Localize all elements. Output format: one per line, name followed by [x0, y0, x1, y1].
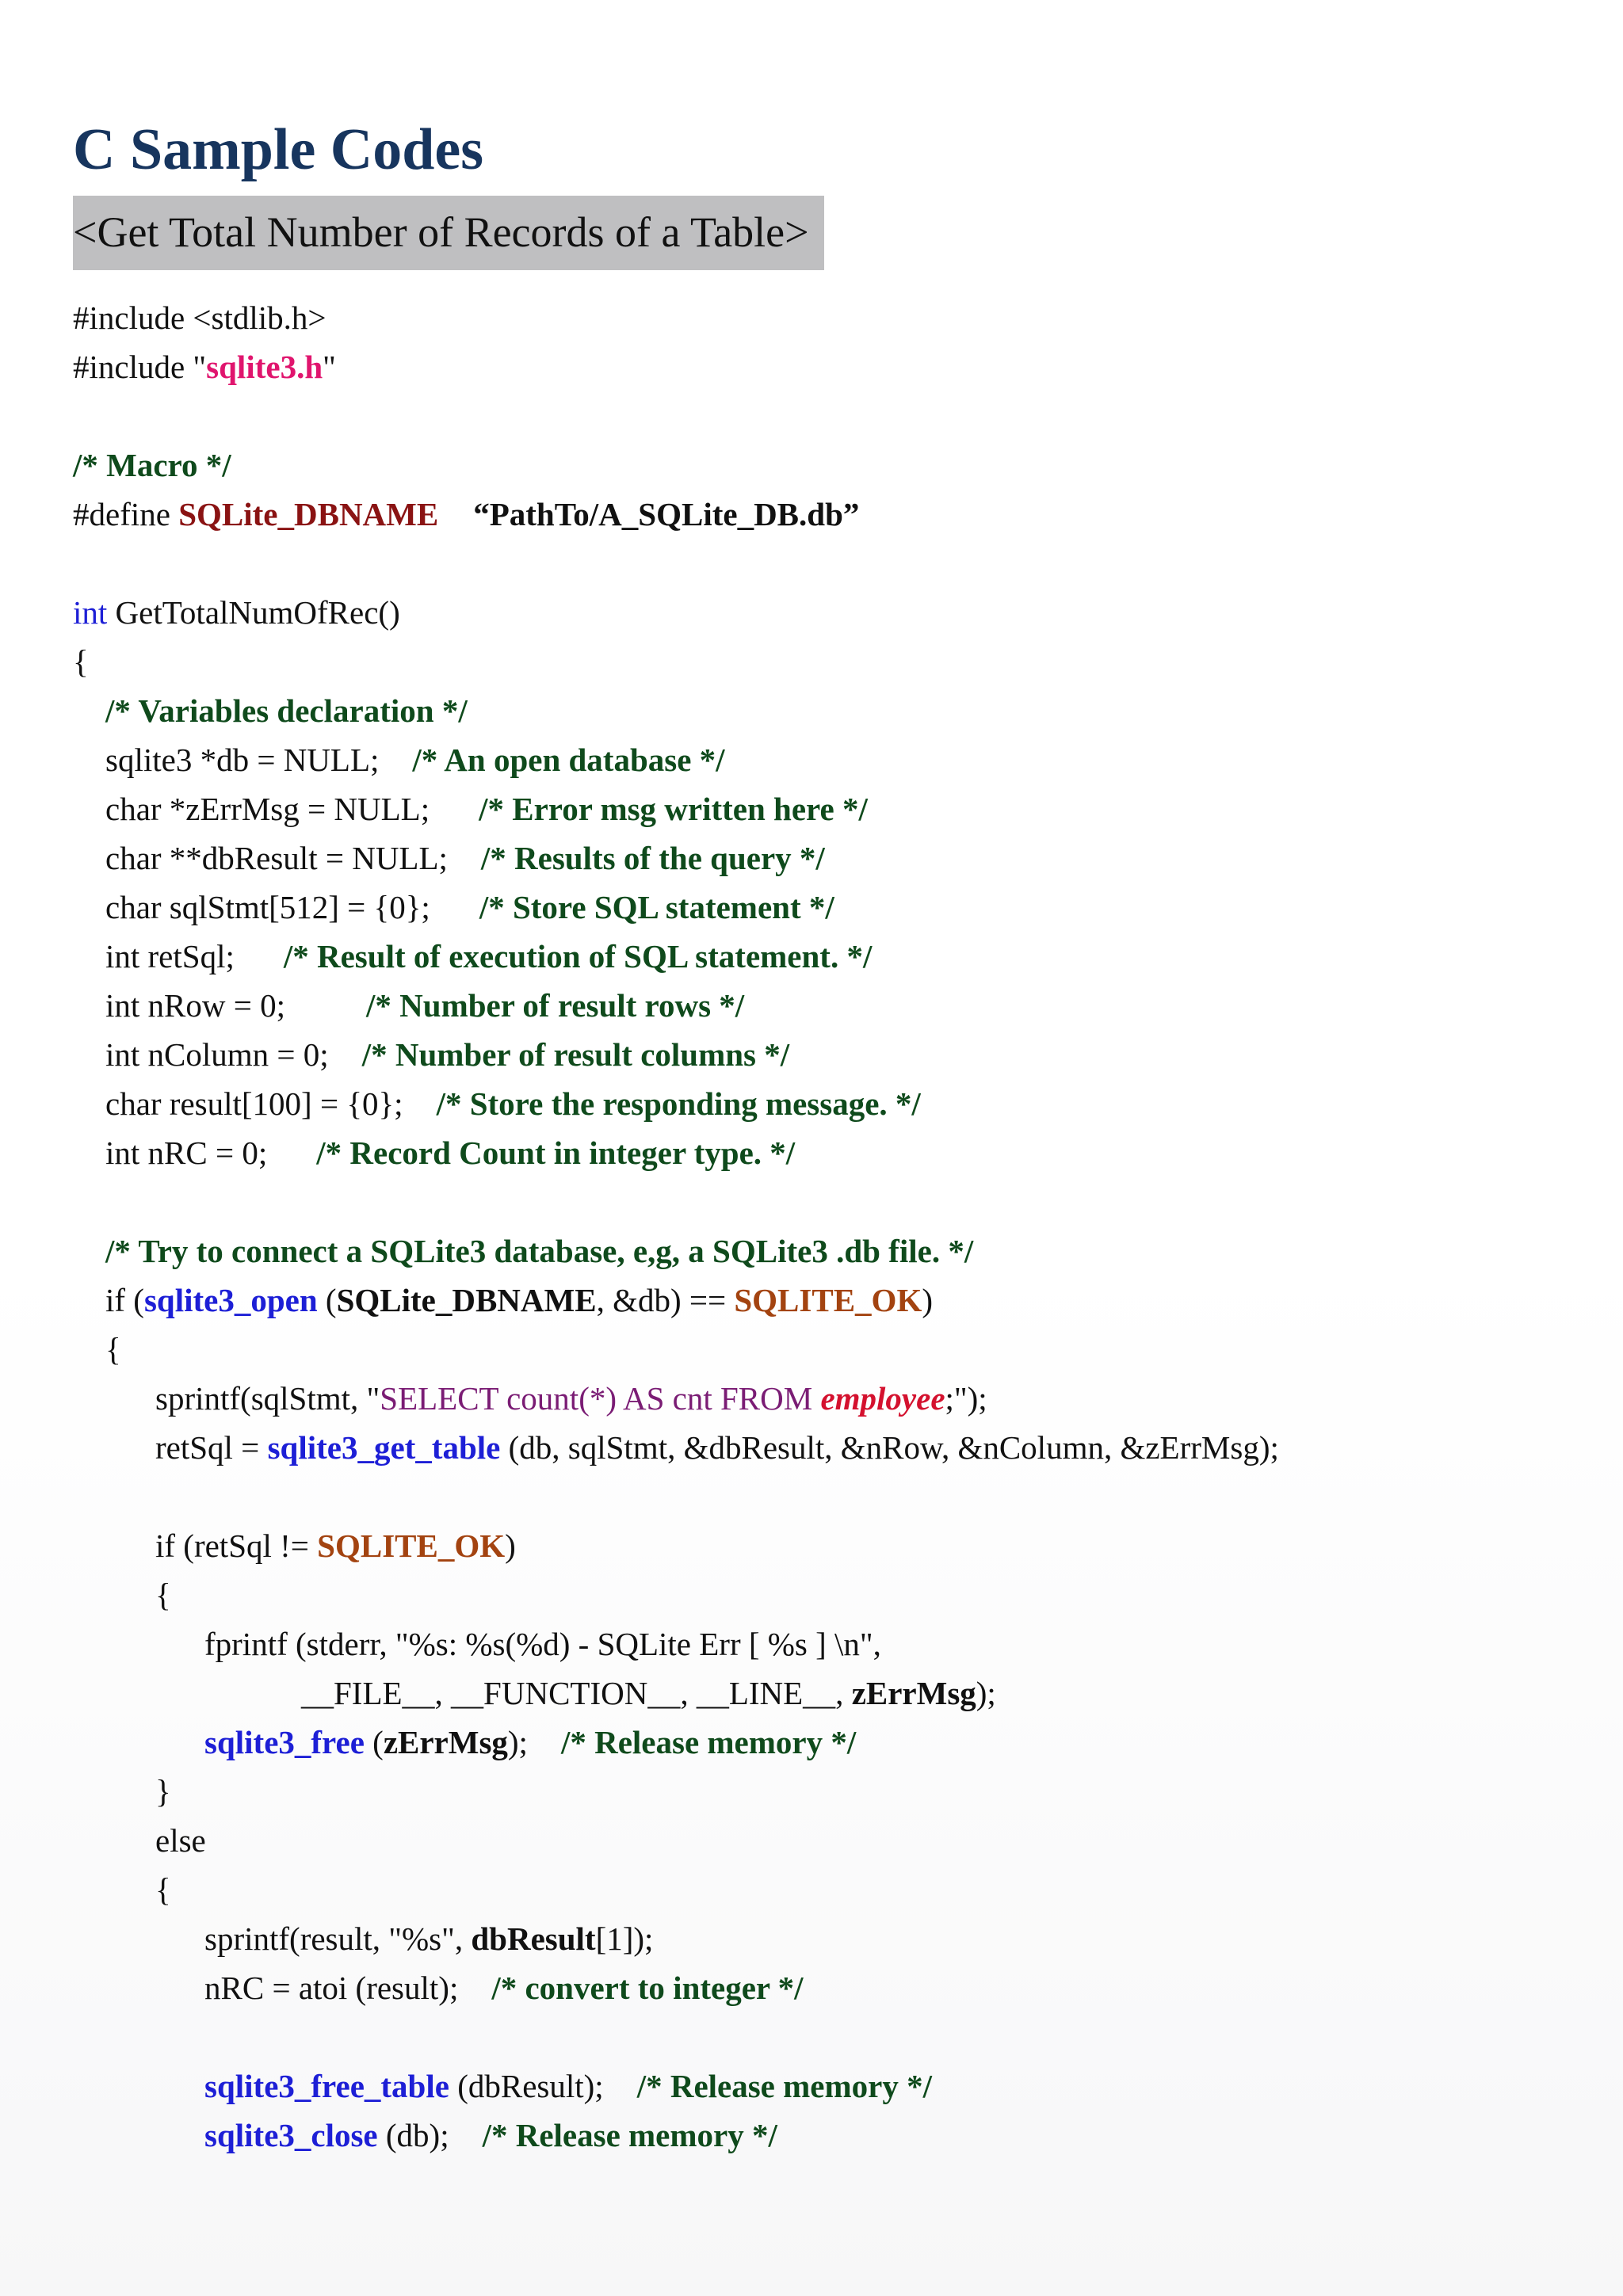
code-line-blank	[0, 391, 1623, 441]
comment: /* Store the responding message. */	[436, 1085, 921, 1122]
code-line: retSql = sqlite3_get_table (db, sqlStmt, &dbResult, &nRow, &nColumn, &zErrMsg);	[155, 1429, 1279, 1466]
code-line: char **dbResult = NULL; /* Results of the query */	[105, 840, 825, 876]
code-line: fprintf (stderr, "%s: %s(%d) - SQLite Err [ %s ] \n",	[204, 1626, 881, 1662]
code-line: sprintf(result, "%s", dbResult[1]);	[204, 1920, 654, 1957]
code-line	[0, 686, 1623, 735]
comment: /* An open database */	[412, 742, 725, 778]
comment: /* Store SQL statement */	[479, 889, 834, 925]
comment: /* Record Count in integer type. */	[316, 1135, 796, 1171]
code-line-blank	[0, 539, 1623, 588]
code-line: {	[73, 643, 89, 680]
code-line: char result[100] = {0}; /* Store the responding message. */	[105, 1085, 921, 1122]
code-line	[0, 1226, 1623, 1276]
code-line: {	[155, 1871, 171, 1908]
code-line: char *zErrMsg = NULL; /* Error msg written here */	[105, 791, 868, 827]
code-line: int nRow = 0; /* Number of result rows */	[105, 987, 745, 1024]
code-line: char sqlStmt[512] = {0}; /* Store SQL statement */	[105, 889, 834, 925]
comment: /* Macro */	[73, 447, 231, 483]
comment: /* Release memory */	[560, 1724, 857, 1760]
code-block	[0, 293, 1623, 2160]
code-line: int nColumn = 0; /* Number of result columns */	[105, 1036, 790, 1073]
comment: /* Try to connect a SQLite3 database, e,g, a SQLite3 .db file. */	[105, 1233, 974, 1269]
code-line: if (sqlite3_open (SQLite_DBNAME, &db) == SQLITE_OK)	[105, 1282, 933, 1318]
code-line: int GetTotalNumOfRec()	[73, 594, 400, 631]
code-line: int nRC = 0; /* Record Count in integer type. */	[105, 1135, 796, 1171]
code-line: sqlite3_free (zErrMsg); /* Release memory */	[204, 1724, 857, 1760]
code-line: #include "sqlite3.h"	[73, 349, 336, 385]
code-line	[0, 441, 1623, 490]
code-line: int retSql; /* Result of execution of SQL statement. */	[105, 938, 873, 974]
code-line: sqlite3 *db = NULL; /* An open database */	[105, 742, 725, 778]
code-line: {	[155, 1577, 171, 1613]
code-line: if (retSql != SQLITE_OK)	[155, 1527, 516, 1564]
code-line: }	[155, 1773, 171, 1810]
code-line: sqlite3_free_table (dbResult); /* Release memory */	[204, 2068, 932, 2104]
comment: /* Results of the query */	[480, 840, 825, 876]
code-line: #include <stdlib.h>	[73, 299, 327, 336]
comment: /* Result of execution of SQL statement. */	[283, 938, 873, 974]
comment: /* Error msg written here */	[479, 791, 868, 827]
section-subtitle: <Get Total Number of Records of a Table>	[73, 208, 809, 256]
comment: /* Number of result rows */	[366, 987, 745, 1024]
code-line-blank	[0, 1177, 1623, 1226]
code-line: sprintf(sqlStmt, "SELECT count(*) AS cnt FROM employee;");	[155, 1380, 987, 1417]
code-line: else	[155, 1822, 206, 1859]
comment: /* convert to integer */	[491, 1970, 804, 2006]
comment: /* Release memory */	[636, 2068, 932, 2104]
page-title: C Sample Codes	[73, 117, 484, 182]
code-line: __FILE__, __FUNCTION__, __LINE__, zErrMsg);	[301, 1675, 996, 1711]
code-line: {	[105, 1331, 121, 1367]
code-line-blank	[0, 1472, 1623, 1521]
comment: /* Number of result columns */	[361, 1036, 790, 1073]
code-line: nRC = atoi (result); /* convert to integer */	[204, 1970, 804, 2006]
comment: /* Release memory */	[482, 2117, 777, 2153]
code-line-blank	[0, 2012, 1623, 2061]
comment: /* Variables declaration */	[105, 692, 468, 729]
code-line: #define SQLite_DBNAME “PathTo/A_SQLite_DB.db”	[73, 496, 860, 532]
code-line: sqlite3_close (db); /* Release memory */	[204, 2117, 777, 2153]
